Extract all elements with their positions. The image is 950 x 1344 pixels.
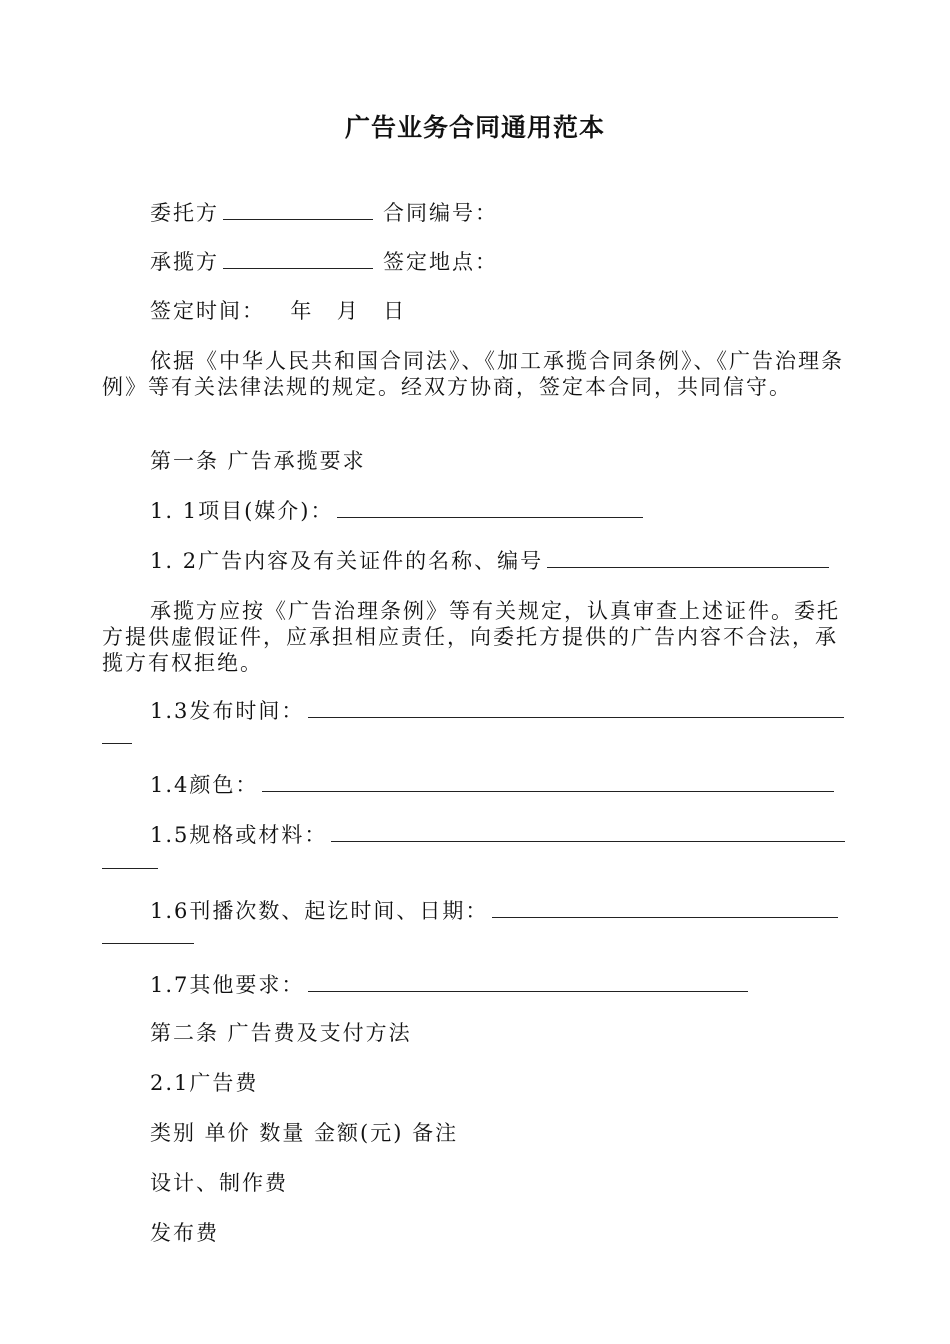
article2-heading: 第二条 广告费及支付方法 xyxy=(150,1021,412,1045)
item-1-4-blank xyxy=(262,771,834,792)
item-1-6-blank xyxy=(492,897,838,918)
client-line xyxy=(150,198,498,228)
intro-paragraph: 依据《中华人民共和国合同法》、《加工承揽合同条例》、《广告治理条例》等有关法律法规的规定。经双方协商，签定本合同，共同信守。 xyxy=(102,349,844,399)
article1-heading: 第一条 广告承揽要求 xyxy=(150,449,366,473)
day-label: 日 xyxy=(383,299,407,323)
item-1-5-blank-cont xyxy=(102,867,158,869)
item-1-3-blank-cont xyxy=(102,742,132,744)
item-1-3-label: 1.3发布时间： xyxy=(150,699,305,723)
item-1-3-blank xyxy=(308,697,844,718)
article1-note: 承揽方应按《广告治理条例》等有关规定，认真审查上述证件。委托方提供虚假证件，应承担相应责任，向委托方提供的广告内容不合法，承揽方有权拒绝。 xyxy=(102,599,840,675)
sign-time-line xyxy=(150,296,406,326)
client-label: 委托方 xyxy=(150,201,219,225)
item-1-5 xyxy=(150,820,845,850)
contractor-line xyxy=(150,247,498,277)
fee-row-design: 设计、制作费 xyxy=(150,1171,288,1195)
item-1-4-label: 1.4颜色： xyxy=(150,773,259,797)
fee-table-header: 类别 单价 数量 金额(元) 备注 xyxy=(150,1121,459,1145)
item-1-7-label: 1.7其他要求： xyxy=(150,973,305,997)
fee-row-publish: 发布费 xyxy=(150,1221,219,1245)
item-1-6 xyxy=(150,896,838,926)
item-1-6-label: 1.6刊播次数、起讫时间、日期： xyxy=(150,899,489,923)
item-1-5-label: 1.5规格或材料： xyxy=(150,823,328,847)
item-1-7 xyxy=(150,970,748,1000)
document-title: 广告业务合同通用范本 xyxy=(344,113,605,142)
item-1-4 xyxy=(150,770,834,800)
client-blank xyxy=(223,199,373,220)
year-label: 年 xyxy=(290,299,314,323)
item-1-2 xyxy=(150,546,829,576)
item-1-2-label: 1. 2广告内容及有关证件的名称、编号 xyxy=(150,549,544,573)
item-2-1: 2.1广告费 xyxy=(150,1071,259,1095)
item-1-6-blank-cont xyxy=(102,942,194,944)
item-1-1-blank xyxy=(337,497,643,518)
contractor-blank xyxy=(223,248,373,269)
contractor-label: 承揽方 xyxy=(150,250,219,274)
sign-time-label: 签定时间： xyxy=(150,299,265,323)
item-1-3 xyxy=(150,696,844,726)
month-label: 月 xyxy=(336,299,360,323)
contract-no-label: 合同编号： xyxy=(383,201,498,225)
item-1-1 xyxy=(150,496,643,526)
item-1-1-label: 1. 1项目(媒介)： xyxy=(150,499,334,523)
item-1-7-blank xyxy=(308,971,748,992)
item-1-5-blank xyxy=(331,821,845,842)
sign-place-label: 签定地点： xyxy=(383,250,498,274)
item-1-2-blank xyxy=(547,547,829,568)
